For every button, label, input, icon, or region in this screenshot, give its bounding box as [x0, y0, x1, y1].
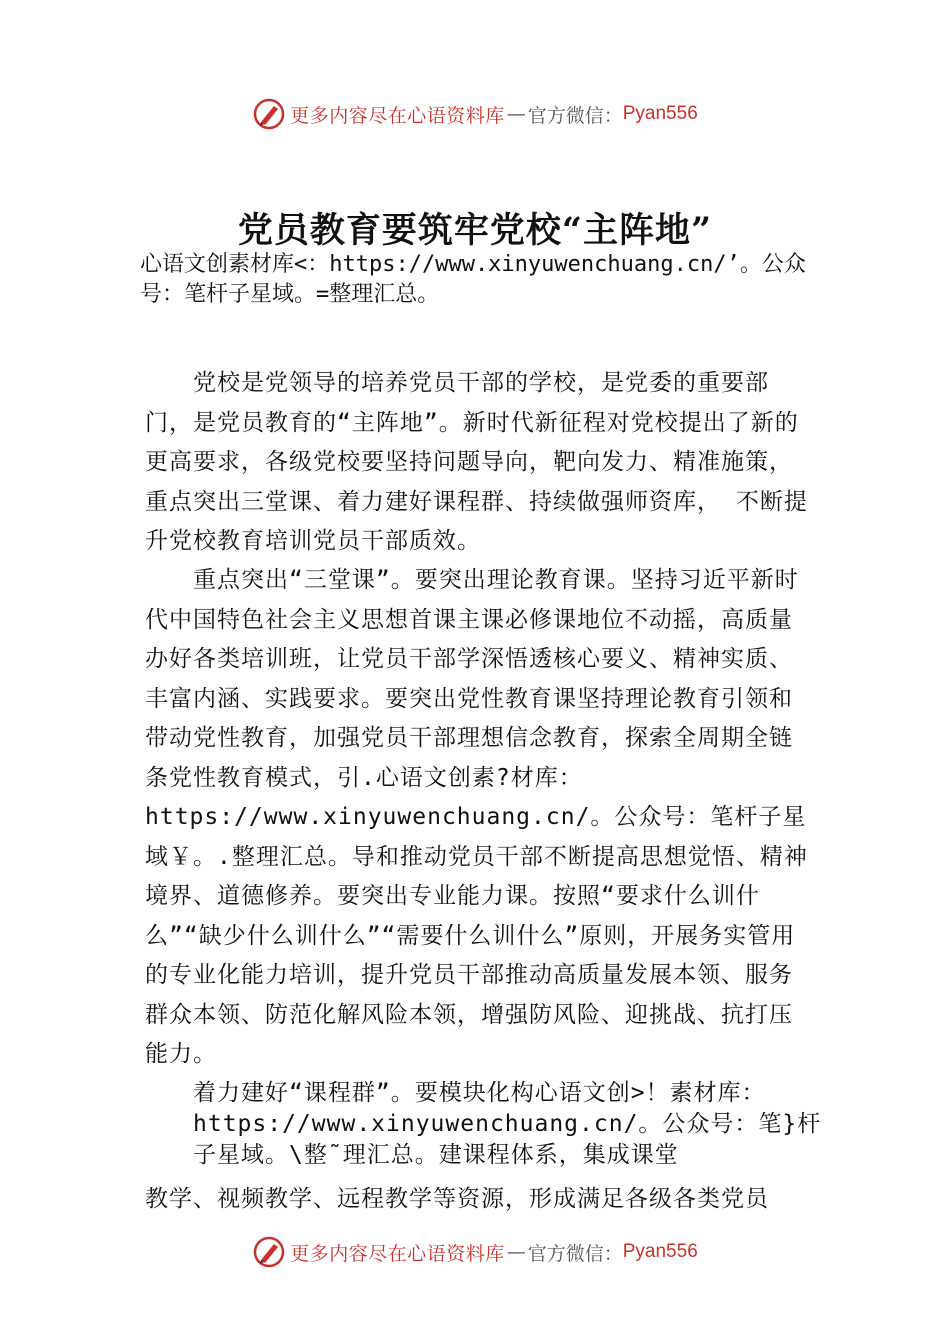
source-line: 心语文创素材库<：https://www.xinyuwenchuang.cn/’。公众号：笔杆子星域。=整理汇总。	[140, 252, 806, 307]
banner-text: 更多内容尽在心语资料库	[290, 1242, 505, 1265]
paragraph-4: 教学、视频教学、远程教学等资源，形成满足各级各类党员	[145, 1186, 769, 1212]
banner-wechat-id: Pyan556	[622, 103, 698, 124]
paragraph-1: 党校是党领导的培养党员干部的学校，是党委的重要部门，是党员教育的“主阵地”。新时代新征程对党校提出了新的更高要求，各级党校要坚持问题导向，靶向发力、精准施策，重点突出三堂课、着力建好课程群、持续做强师资库， 不断提升党校教育培训党员干部质效。	[145, 370, 808, 554]
header-banner	[0, 92, 950, 136]
pen-logo-icon	[252, 97, 286, 131]
paragraph-3: 着力建好“课程群”。要模块化构心语文创>！素材库：https://www.xinyuwenchuang.cn/。公众号：笔}杆子星域。\整˜理汇总。建课程体系，集成课堂	[193, 1080, 822, 1168]
banner-dash: —	[506, 1241, 526, 1263]
footer-banner	[0, 1230, 950, 1274]
banner-wechat-label: 官方微信：	[527, 1242, 623, 1265]
banner-dash: —	[506, 103, 526, 125]
pen-logo-icon	[252, 1235, 286, 1269]
paragraph-2: 重点突出“三堂课”。要突出理论教育课。坚持习近平新时代中国特色社会主义思想首课主课必修课地位不动摇，高质量办好各类培训班，让党员干部学深悟透核心要义、精神实质、丰富内涵、实践要求。要突出党性教育课坚持理论教育引领和带动党性教育，加强党员干部理想信念教育，探索全周期全链条党性教育模式，引.心语文创素?材库：https://www.xinyuwenchuang.cn/。公众号：笔杆子星域￥。.整理汇总。导和推动党员干部不断提高思想觉悟、精神境界、道德修养。要突出专业能力课。按照“要求什么训什么”“缺少什么训什么”“需要什么训什么”原则，开展务实管用的专业化能力培训，提升党员干部推动高质量发展本领、服务群众本领、防范化解风险本领，增强防风险、迎挑战、抗打压能力。	[145, 567, 808, 1067]
banner-wechat-id: Pyan556	[622, 1241, 698, 1262]
document-title: 党员教育要筑牢党校“主阵地”	[237, 210, 713, 251]
banner-text: 更多内容尽在心语资料库	[290, 104, 505, 127]
banner-wechat-label: 官方微信：	[527, 104, 623, 127]
